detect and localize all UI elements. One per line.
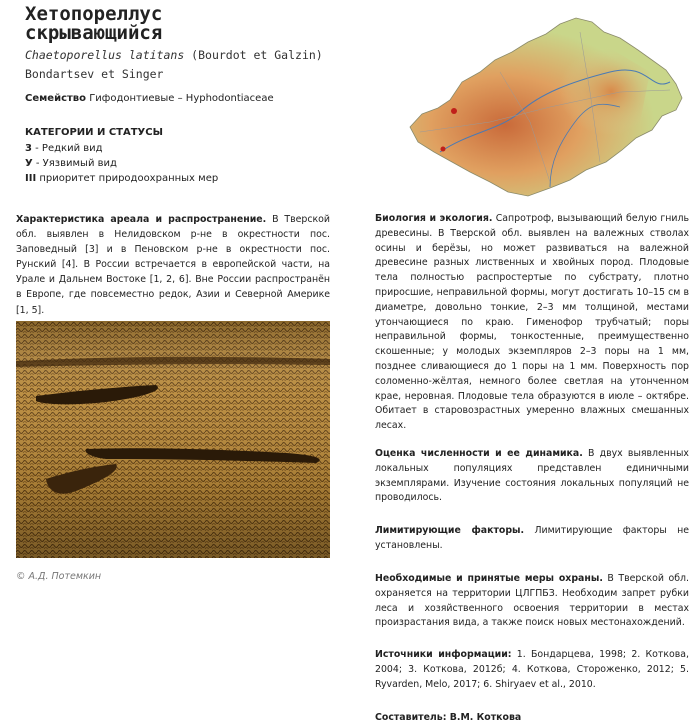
range-heading: Характеристика ареала и распространение. <box>16 214 267 225</box>
latin-author: (Bourdot et Galzin) Bondartsev et Singer <box>25 48 323 81</box>
population-heading: Оценка численности и ее динамика. <box>375 448 583 459</box>
species-title <box>25 5 162 43</box>
measures-text: В Тверской обл. охраняется на территории ЦЛГПБЗ. Необходим запрет рубки леса и хозяйственного освоения территории в местах произрастания вида, а также поиск новых местонахождений. <box>375 573 689 629</box>
distribution-map <box>400 12 685 202</box>
category-code: У <box>25 158 33 169</box>
limiting-heading: Лимитирующие факторы. <box>375 525 525 536</box>
photo-credit: © А.Д. Потемкин <box>16 571 102 582</box>
population-text: В двух выявленных локальных популяциях представлен единичными экземплярами. Изучение состояния локальных популяций не проводилось. <box>375 448 689 504</box>
category-code: III <box>25 173 37 184</box>
category-item <box>25 141 218 156</box>
location-marker <box>451 108 457 114</box>
limiting-text: Лимитирующие факторы не установлены. <box>375 525 689 551</box>
limiting-section <box>375 524 689 554</box>
category-text: - Редкий вид <box>31 143 103 154</box>
measures-section <box>375 572 689 631</box>
category-code: 3 <box>25 143 32 154</box>
title-line-1: Хетопореллус <box>25 3 163 25</box>
species-photo <box>16 321 330 558</box>
sources-section <box>375 648 689 692</box>
category-item <box>25 171 218 186</box>
sources-text: 1. Бондарцева, 1998; 2. Коткова, 2004; 3. Коткова, 2012б; 4. Коткова, Стороженко, 2012; 5. Ryvarden, Melo, 2017; 6. Shiryaev et al., 2010. <box>375 649 689 690</box>
compiler-heading: Составитель: <box>375 712 447 723</box>
compiler-name: В.М. Коткова <box>446 712 522 723</box>
family-value: Гифодонтиевые – Hyphodontiaceae <box>86 93 274 104</box>
family-line <box>25 93 274 104</box>
population-section <box>375 447 689 506</box>
measures-heading: Необходимые и принятые меры охраны. <box>375 573 603 584</box>
sources-heading: Источники информации: <box>375 649 512 660</box>
range-section <box>16 212 330 318</box>
latin-name <box>25 46 325 84</box>
range-text: В Тверской обл. выявлен в Нелидовском р-не в окрестности пос. Заповедный [3] и в Пеновском р-не в окрестности пос. Рунский [4]. В России встречается в европейской части, на Урале и Дальнем Востоке [1, 2, 6]. Вне России распространён в Европе, где повсеместно редок, Азии и Северной Америке [1, 5]. <box>16 214 330 316</box>
title-line-2: скрывающийся <box>25 22 163 44</box>
category-text: приоритет природоохранных мер <box>36 173 219 184</box>
biology-section <box>375 212 689 434</box>
biology-text: Сапротроф, вызывающий белую гниль древесины. В Тверской обл. выявлен на валежных стволах осины и берёзы, но может развиваться на валежной древесине разных лиственных и хвойных пород. Плодовые тела полностью распростертые по субстрату, плотно приросшие, неправильной формы, могут достигать 10–15 см в диаметре, довольно тонкие, 2–3 мм толщиной, местами утончающиеся по краю. Гименофор трубчатый; поры неправильной формы, тонкостенные, преимущественно скошенные; у молодых экземпляров 2–3 поры на 1 мм, позднее сливающиеся до 1 поры на 1 мм. Поверхность пор соломенно-жёлтая, немного более светлая на утонченном крае, неровная. Плодовые тела образуются в июле – октябре. Обитает в старовозрастных умеренно влажных смешанных лесах. <box>375 213 689 432</box>
category-text: - Уязвимый вид <box>32 158 117 169</box>
family-label: Семейство <box>25 93 87 104</box>
location-marker <box>441 147 446 152</box>
compiler-section <box>375 711 689 726</box>
latin-binomial: Chaetoporellus latitans <box>25 48 185 62</box>
photo-shading <box>16 321 330 558</box>
category-item <box>25 156 218 171</box>
biology-heading: Биология и экология. <box>375 213 493 224</box>
categories-list <box>25 141 218 186</box>
categories-heading: КАТЕГОРИИ И СТАТУСЫ <box>25 127 163 138</box>
